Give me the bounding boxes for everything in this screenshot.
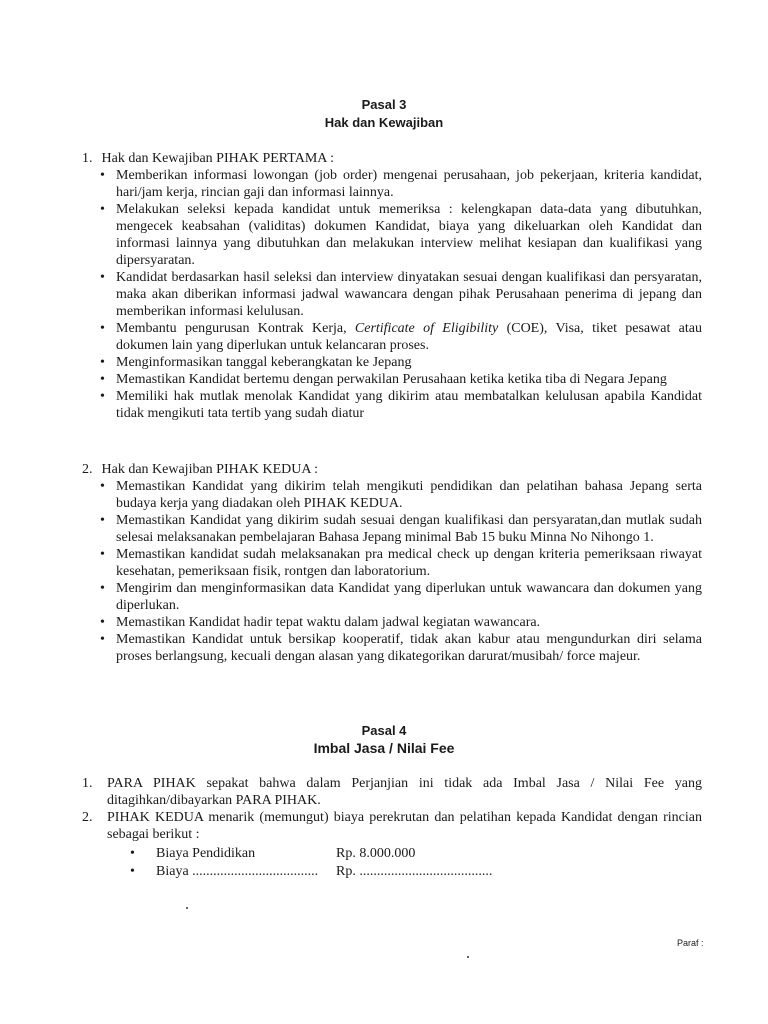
bullet4-rest: (COE), Visa, tiket pesawat atau dokumen lain yang diperlukan untuk kelancaran proses.	[116, 321, 702, 353]
list-item: • Mengirim dan menginformasikan data Kandidat yang diperlukan untuk wawancara dan dokumen yang diperlukan.	[98, 580, 702, 614]
pasal3-subtitle: Hak dan Kewajiban	[324, 115, 444, 130]
section1-heading	[82, 150, 334, 167]
bullet4-italic: Certificate of Eligibility	[354, 321, 499, 336]
list-item: • Kandidat berdasarkan hasil seleksi dan interview dinyatakan sesuai dengan kualifikasi dan persyaratan, maka akan diberikan informasi jadwal wawancara dengan pihak Perusahaan penerima di jepang dan memberikan informasi kelulusan.	[98, 269, 702, 320]
pasal4-item-list	[82, 775, 702, 843]
list-item: • Memiliki hak mutlak menolak Kandidat yang dikirim atau membatalkan kelulusan apabila Kandidat tidak mengikuti tata tertib yang sudah diatur	[98, 388, 702, 422]
item-text: PIHAK KEDUA menarik (memungut) biaya perekrutan dan pelatihan kepada Kandidat dengan rincian sebagai berikut :	[107, 810, 702, 842]
item-number: 2.	[82, 810, 93, 825]
pasal4-title: Pasal 4	[361, 723, 407, 738]
fee-label: Biaya Pendidikan	[156, 846, 256, 861]
bullet-icon: •	[130, 864, 135, 879]
section1-bullet-list	[98, 167, 702, 422]
list-item: • Memastikan Kandidat bertemu dengan perwakilan Perusahaan ketika ketika tiba di Negara Jepang	[98, 371, 702, 388]
list-item	[98, 320, 702, 354]
item-text: PARA PIHAK sepakat bahwa dalam Perjanjian ini tidak ada Imbal Jasa / Nilai Fee yang ditagihkan/dibayarkan PARA PIHAK.	[107, 776, 702, 808]
section2-heading	[82, 461, 318, 478]
pasal4-subtitle: Imbal Jasa / Nilai Fee	[313, 740, 455, 756]
bullet4-text: Membantu pengurusan Kontrak Kerja,	[116, 321, 355, 336]
list-item: • Memberikan informasi lowongan (job order) mengenai perusahaan, job pekerjaan, kriteria kandidat, hari/jam kerja, rincian gaji dan informasi lainnya.	[98, 167, 702, 201]
section2-bullet-list	[98, 478, 702, 665]
list-item: • Menginformasikan tanggal keberangkatan ke Jepang	[98, 354, 702, 371]
list-item: • Memastikan Kandidat yang dikirim telah mengikuti pendidikan dan pelatihan bahasa Jepang serta budaya kerja yang diadakan oleh PIHAK KEDUA.	[98, 478, 702, 512]
item-number: 1.	[82, 776, 93, 791]
fee-label: Biaya ....................................	[156, 864, 319, 879]
list-item: • Memastikan kandidat sudah melaksanakan pra medical check up dengan kriteria pemeriksaan riwayat kesehatan, pemeriksaan fisik, rontgen dan laboratorium.	[98, 546, 702, 580]
bullet-icon: •	[130, 846, 135, 861]
list-item	[82, 775, 702, 809]
list-item: • Memastikan Kandidat yang dikirim sudah sesuai dengan kualifikasi dan persyaratan,dan mutlak sudah selesai melaksanakan pembelajaran Bahasa Jepang minimal Bab 15 buku Minna No Nihongo 1.	[98, 512, 702, 546]
paraf-label: Paraf :	[677, 938, 704, 948]
list-item: • Melakukan seleksi kepada kandidat untuk memeriksa : kelengkapan data-data yang dibutuhkan, mengecek keabsahan (validitas) dokumen Kandidat, biaya yang dikeluarkan oleh Kandidat dan informasi lainnya yang dibutuhkan dan melakukan interview melihat kesiapan dan kualifikasi yang dipersyaratan.	[98, 201, 702, 269]
list-item: • Memastikan Kandidat untuk bersikap kooperatif, tidak akan kabur atau mengundurkan diri selama proses berlangsung, kecuali dengan alasan yang dikategorikan darurat/musibah/ force majeur.	[98, 631, 702, 665]
fee-value: Rp. ......................................	[336, 864, 493, 879]
section1-title: Hak dan Kewajiban PIHAK PERTAMA :	[101, 151, 335, 166]
section1-number: 1.	[82, 151, 93, 166]
list-item: • Memastikan Kandidat hadir tepat waktu dalam jadwal kegiatan wawancara.	[98, 614, 702, 631]
section2-number: 2.	[82, 462, 93, 477]
section2-title: Hak dan Kewajiban PIHAK KEDUA :	[101, 462, 319, 477]
scan-speck	[467, 956, 469, 958]
list-item	[82, 809, 702, 843]
pasal3-title: Pasal 3	[361, 97, 407, 112]
fee-value: Rp. 8.000.000	[336, 846, 416, 861]
scan-speck	[186, 907, 188, 909]
